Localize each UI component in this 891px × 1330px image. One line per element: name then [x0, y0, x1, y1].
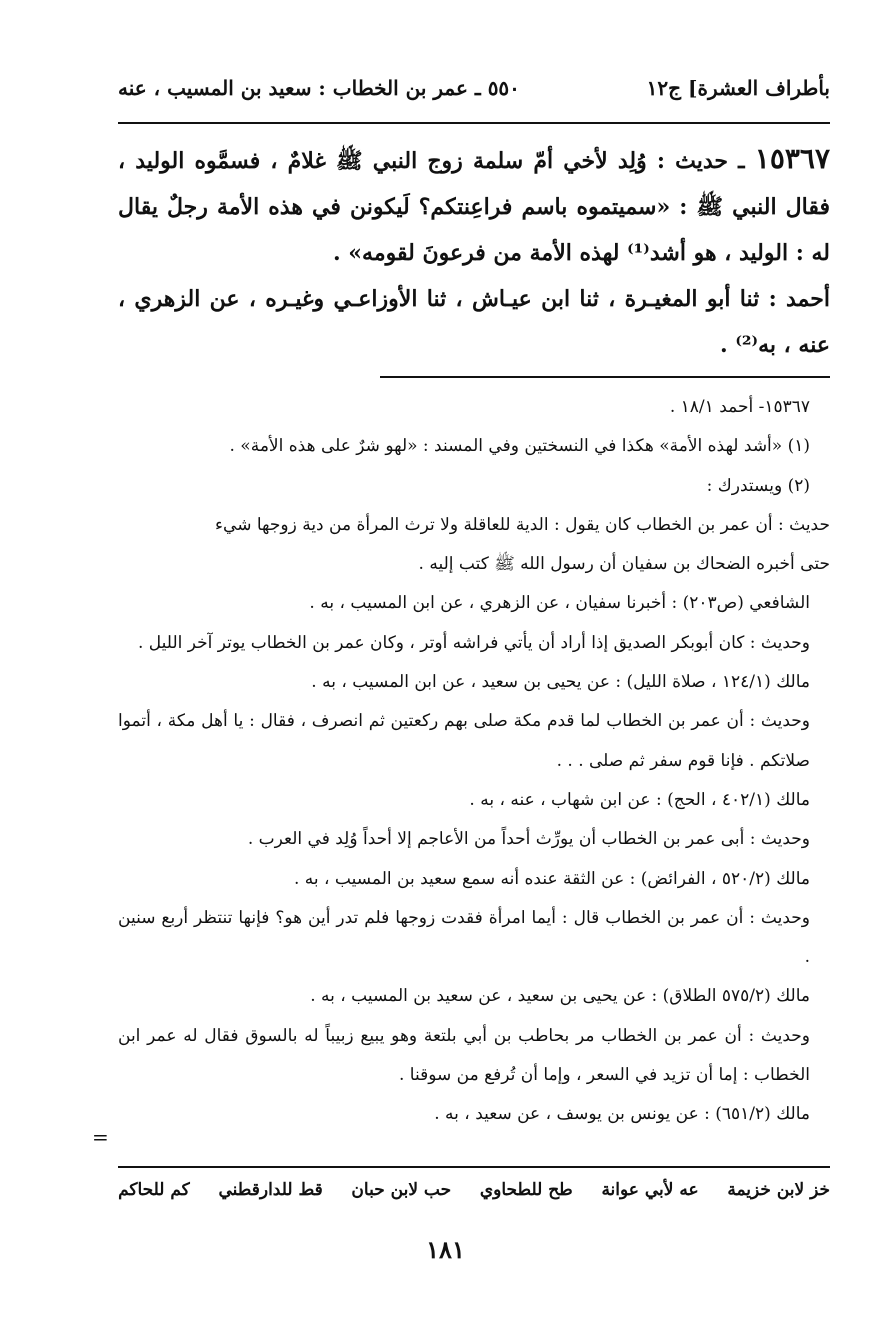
footnote-line: مالك (٤٠٢/١ ، الحج) : عن ابن شهاب ، عنه ، به .	[469, 789, 810, 810]
hadith-text: ـ حديث : وُلِد لأخي أمّ سلمة زوج النبي ﷺ غلامٌ ، فسمَّوه الوليد ، فقال النبي ﷺ : «سميتموه باسم فراعِنتكم؟ لَيكونن في هذه الأمة رجلٌ يقال له : الوليد ، هو أشد⁽¹⁾ لهذه الأمة من فرعونَ لقومه» .	[118, 148, 830, 266]
footnote-line: مالك (٥٢٠/٢ ، الفرائض) : عن الثقة عنده أنه سمع سعيد بن المسيب ، به .	[293, 868, 810, 889]
abbreviation-item: خز لابن خزيمة	[727, 1180, 830, 1200]
footnote-line: وحديث : أن عمر بن الخطاب مر بحاطب بن أبي بلتعة وهو يبيع زبيباً له بالسوق فقال له عمر ابن الخطاب : إما أن تزيد في السعر ، وإما أن تُرفع من سوقنا .	[118, 1025, 810, 1086]
header-volume-title: بأطراف العشرة] ج١٢	[646, 76, 830, 100]
running-header	[118, 68, 830, 108]
hadith-paragraph	[118, 136, 830, 276]
hadith-number: ١٥٣٦٧	[754, 142, 830, 175]
footnote-line: وحديث : أن عمر بن الخطاب لما قدم مكة صلى بهم ركعتين ثم انصرف ، فقال : يا أهل مكة ، أتموا صلاتكم . فإنا قوم سفر ثم صلى . . .	[118, 711, 810, 771]
abbreviation-item: كم للحاكم	[118, 1180, 190, 1200]
hadith-source: أحمد : ثنا أبو المغيـرة ، ثنا ابن عيـاش ، ثنا الأوزاعـي وغيـره ، عن الزهري ، عنه ، به⁽²⁾ .	[118, 286, 830, 358]
footnotes	[118, 388, 830, 1135]
footnote-line: وحديث : أن عمر بن الخطاب قال : أيما امرأة فقدت زوجها فلم تدر أين هو؟ فإنها تنتظر أربع سنين .	[118, 907, 810, 968]
continuation-mark: =	[92, 1125, 109, 1149]
footnote-line: الشافعي (ص٢٠٣) : أخبرنا سفيان ، عن الزهري ، عن ابن المسيب ، به .	[309, 593, 810, 614]
footnote-line: وحديث : كان أبوبكر الصديق إذا أراد أن يأتي فراشه أوتر ، وكان عمر بن الخطاب يوتر آخر الليل .	[138, 632, 810, 653]
footnote-line: حتى أخبره الضحاك بن سفيان أن رسول الله ﷺ كتب إليه .	[418, 554, 830, 575]
abbreviation-item: حب لابن حبان	[351, 1180, 452, 1200]
footnote-line: (٢) ويستدرك :	[706, 475, 810, 496]
main-hadith	[118, 136, 830, 368]
footnote-line: حديث : أن عمر بن الخطاب كان يقول : الدية للعاقلة ولا ترث المرأة من دية زوجها شيء	[215, 514, 830, 535]
page-number: ١٨١	[426, 1235, 465, 1264]
footnote-line: مالك (١٢٤/١ ، صلاة الليل) : عن يحيى بن سعيد ، عن ابن المسيب ، به .	[311, 672, 810, 693]
footnote-line: مالك (٥٧٥/٢ الطلاق) : عن يحيى بن سعيد ، عن سعيد بن المسيب ، به .	[310, 986, 810, 1007]
abbreviations-rule	[118, 1166, 830, 1168]
footnote-line: ١٥٣٦٧- أحمد ١٨/١ .	[669, 397, 810, 417]
footnote-line: (١) «أشد لهذه الأمة» هكذا في النسختين وفي المسند : «لهو شرٌ على هذه الأمة» .	[229, 436, 810, 457]
abbreviations-key	[118, 1180, 830, 1200]
footnote-line: مالك (٦٥١/٢) : عن يونس بن يوسف ، عن سعيد ، به .	[434, 1104, 810, 1125]
abbreviation-item: طح للطحاوي	[479, 1180, 573, 1200]
footnote-separator	[380, 376, 830, 378]
header-rule	[118, 122, 830, 124]
abbreviation-item: قط للدارقطني	[218, 1180, 323, 1200]
footnote-line: وحديث : أبى عمر بن الخطاب أن يورِّث أحداً من الأعاجم إلا أحداً وُلِد في العرب .	[247, 829, 810, 850]
abbreviation-item: عه لأبي عوانة	[601, 1180, 699, 1200]
header-section-title: ٥٥٠ ـ عمر بن الخطاب : سعيد بن المسيب ، عنه	[118, 76, 520, 100]
